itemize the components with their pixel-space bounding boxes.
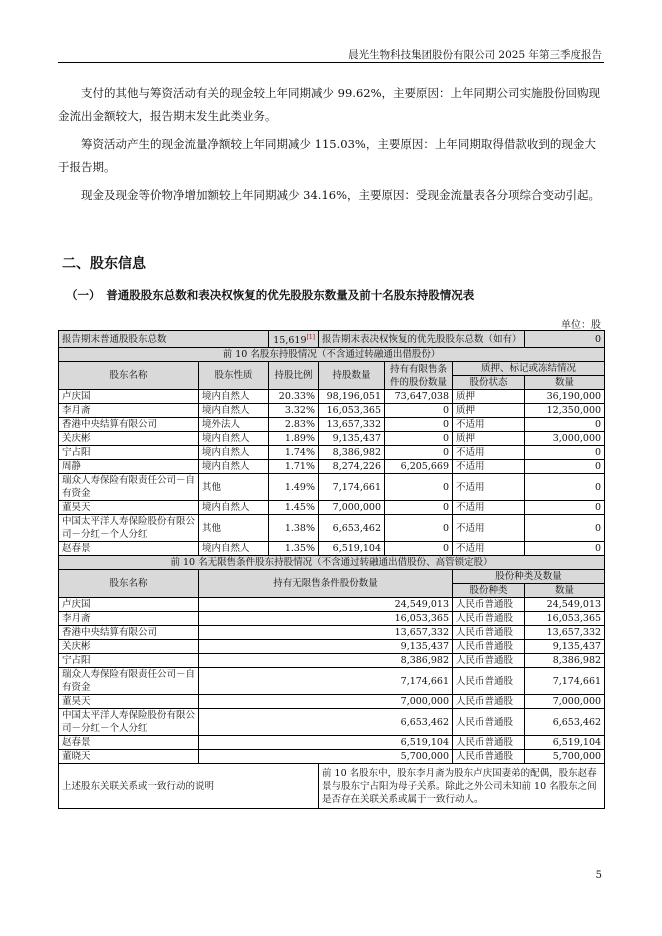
pledge-status: 不适用 (453, 418, 525, 432)
shareholder-nature: 境内自然人 (199, 404, 269, 418)
unit-label: 单位：股 (561, 320, 601, 331)
holding-shares: 13,657,332 (319, 418, 385, 432)
header-status: 股份状态 (453, 376, 525, 390)
share-qty: 6,519,104 (525, 736, 605, 750)
holding-shares: 8,274,226 (319, 460, 385, 474)
footnote-marker: [1] (306, 334, 316, 341)
unrestricted-shares: 13,657,332 (199, 626, 453, 640)
header-nature: 股东性质 (199, 362, 269, 390)
table-row (59, 626, 605, 640)
share-kind: 人民币普通股 (453, 736, 525, 750)
table-row (59, 432, 605, 446)
pledge-count: 3,000,000 (525, 432, 605, 446)
table-row (59, 446, 605, 460)
holding-ratio: 1.71% (269, 460, 319, 474)
pledge-status: 质押 (453, 390, 525, 404)
table-row (59, 390, 605, 404)
shareholder-name: 宁占阳 (59, 446, 199, 460)
top10-title: 前 10 名股东持股情况（不含通过转融通出借股份） (59, 348, 605, 362)
holding-shares: 8,386,982 (319, 446, 385, 460)
paragraph-cash-equivalents: 现金及现金等价物净增加额较上年同期减少 34.16%，主要原因：受现金流量表各分项综合变动引起。 (81, 188, 600, 202)
header-kind-qty: 股份种类及数量 (453, 570, 605, 584)
table-row (59, 418, 605, 432)
holding-ratio: 1.89% (269, 432, 319, 446)
share-kind: 人民币普通股 (453, 626, 525, 640)
unrestricted-title: 前 10 名无限售条件股东持股情况（不含通过转融通出借股份、高管锁定股） (59, 556, 605, 570)
pledge-status: 不适用 (453, 501, 525, 515)
unrestricted-shares: 24,549,013 (199, 598, 453, 612)
share-kind: 人民币普通股 (453, 709, 525, 736)
pledge-status: 不适用 (453, 515, 525, 542)
shareholder-nature: 境内自然人 (199, 446, 269, 460)
holding-ratio: 1.74% (269, 446, 319, 460)
summary-row (59, 331, 605, 348)
share-kind: 人民币普通股 (453, 612, 525, 626)
shareholder-name: 中国太平洋人寿保险股份有限公司－分红－个人分红 (59, 515, 199, 542)
shareholder-name: 李月斋 (59, 612, 199, 626)
restricted-shares: 0 (385, 446, 453, 460)
holding-ratio: 20.33% (269, 390, 319, 404)
table-row (59, 542, 605, 556)
unrestricted-shares: 5,700,000 (199, 750, 453, 764)
pledge-status: 不适用 (453, 542, 525, 556)
share-qty: 9,135,437 (525, 640, 605, 654)
shareholder-nature: 境内自然人 (199, 542, 269, 556)
pledge-count: 0 (525, 542, 605, 556)
unrestricted-shares: 6,653,462 (199, 709, 453, 736)
pledge-count: 0 (525, 501, 605, 515)
pledge-count: 0 (525, 418, 605, 432)
shareholder-name: 卢庆国 (59, 598, 199, 612)
holding-shares: 9,135,437 (319, 432, 385, 446)
holding-shares: 7,174,661 (319, 474, 385, 501)
table-row (59, 404, 605, 418)
holding-shares: 98,196,051 (319, 390, 385, 404)
unrestricted-header-row (59, 570, 605, 584)
pledge-count: 0 (525, 474, 605, 501)
shareholder-name: 董晓天 (59, 750, 199, 764)
share-kind: 人民币普通股 (453, 654, 525, 668)
header-count: 数量 (525, 376, 605, 390)
restricted-shares: 0 (385, 501, 453, 515)
unrestricted-shares: 6,519,104 (199, 736, 453, 750)
pledge-count: 12,350,000 (525, 404, 605, 418)
share-kind: 人民币普通股 (453, 668, 525, 695)
restricted-shares: 0 (385, 542, 453, 556)
table-row (59, 598, 605, 612)
shareholder-name: 董昊天 (59, 501, 199, 515)
shareholder-name: 赵春景 (59, 542, 199, 556)
header-shares: 持股数量 (319, 362, 385, 390)
pledge-count: 0 (525, 515, 605, 542)
restricted-shares: 0 (385, 404, 453, 418)
holding-ratio: 2.83% (269, 418, 319, 432)
header-name: 股东名称 (59, 570, 199, 598)
holding-shares: 6,519,104 (319, 542, 385, 556)
total-pref-label: 报告期末表决权恢复的优先股股东总数（如有） (319, 331, 525, 348)
unrestricted-shares: 7,174,661 (199, 668, 453, 695)
relation-label: 上述股东关联关系或一致行动的说明 (59, 764, 319, 809)
table-row (59, 640, 605, 654)
table-row (59, 736, 605, 750)
header-name: 股东名称 (59, 362, 199, 390)
share-qty: 8,386,982 (525, 654, 605, 668)
relation-text: 前 10 名股东中，股东李月斋为股东卢庆国妻弟的配偶，股东赵春景与股东宁占阳为母子关系。除此之外公司未知前 10 名股东之间是否存在关联关系或属于一致行动人。 (319, 764, 605, 809)
restricted-shares: 73,647,038 (385, 390, 453, 404)
shareholder-name: 香港中央结算有限公司 (59, 626, 199, 640)
shareholder-name: 瑞众人寿保险有限责任公司－自有资金 (59, 474, 199, 501)
shareholder-name: 中国太平洋人寿保险股份有限公司－分红－个人分红 (59, 709, 199, 736)
shareholder-table (58, 330, 605, 809)
pledge-status: 不适用 (453, 460, 525, 474)
subsection-title: （一） 普通股股东总数和表决权恢复的优先股股东数量及前十名股东持股情况表 (66, 288, 475, 302)
pledge-status: 不适用 (453, 474, 525, 501)
table-row (59, 668, 605, 695)
shareholder-name: 李月斋 (59, 404, 199, 418)
header-divider (58, 62, 604, 63)
pledge-count: 0 (525, 446, 605, 460)
pledge-status: 质押 (453, 404, 525, 418)
shareholder-name: 赵春景 (59, 736, 199, 750)
unrestricted-title-row (59, 556, 605, 570)
share-kind: 人民币普通股 (453, 750, 525, 764)
share-qty: 7,000,000 (525, 695, 605, 709)
share-qty: 16,053,365 (525, 612, 605, 626)
holding-ratio: 1.49% (269, 474, 319, 501)
shareholder-nature: 境外法人 (199, 418, 269, 432)
header-kind: 股份种类 (453, 584, 525, 598)
shareholder-name: 香港中央结算有限公司 (59, 418, 199, 432)
table-row (59, 515, 605, 542)
restricted-shares: 0 (385, 515, 453, 542)
share-kind: 人民币普通股 (453, 598, 525, 612)
share-kind: 人民币普通股 (453, 640, 525, 654)
holding-shares: 16,053,365 (319, 404, 385, 418)
header-qty: 数量 (525, 584, 605, 598)
header-pledge: 质押、标记或冻结情况 (453, 362, 605, 376)
paragraph-financing-net: 筹资活动产生的现金流量净额较上年同期减少 115.03%，主要原因：上年同期取得借款收到的现金大于报告期。 (58, 137, 596, 174)
total-common-value: 15,619 (273, 335, 307, 347)
total-pref-value: 0 (525, 331, 605, 348)
holding-ratio: 3.32% (269, 404, 319, 418)
shareholder-name: 宁占阳 (59, 654, 199, 668)
shareholder-nature: 境内自然人 (199, 390, 269, 404)
restricted-shares: 0 (385, 418, 453, 432)
shareholder-name: 瑞众人寿保险有限责任公司－自有资金 (59, 668, 199, 695)
share-qty: 6,653,462 (525, 709, 605, 736)
unrestricted-shares: 7,000,000 (199, 695, 453, 709)
shareholder-nature: 其他 (199, 474, 269, 501)
shareholder-nature: 境内自然人 (199, 460, 269, 474)
header-restricted: 持有有限售条件的股份数量 (385, 362, 453, 390)
shareholder-nature: 其他 (199, 515, 269, 542)
shareholder-nature: 境内自然人 (199, 501, 269, 515)
restricted-shares: 0 (385, 432, 453, 446)
share-qty: 7,174,661 (525, 668, 605, 695)
pledge-count: 0 (525, 460, 605, 474)
page-number: 5 (595, 870, 602, 881)
shareholder-name: 卢庆国 (59, 390, 199, 404)
restricted-shares: 6,205,669 (385, 460, 453, 474)
holding-ratio: 1.38% (269, 515, 319, 542)
pledge-status: 质押 (453, 432, 525, 446)
table-row (59, 654, 605, 668)
table-row (59, 460, 605, 474)
pledge-count: 36,190,000 (525, 390, 605, 404)
header-ratio: 持股比例 (269, 362, 319, 390)
holding-shares: 7,000,000 (319, 501, 385, 515)
unrestricted-shares: 9,135,437 (199, 640, 453, 654)
holding-shares: 6,653,462 (319, 515, 385, 542)
table-row (59, 709, 605, 736)
share-qty: 24,549,013 (525, 598, 605, 612)
table-row (59, 612, 605, 626)
share-qty: 5,700,000 (525, 750, 605, 764)
header-unrestricted-shares: 持有无限售条件股份数量 (199, 570, 453, 598)
restricted-shares: 0 (385, 474, 453, 501)
table-row (59, 474, 605, 501)
share-kind: 人民币普通股 (453, 695, 525, 709)
relation-row (59, 764, 605, 809)
shareholder-name: 周静 (59, 460, 199, 474)
table-row (59, 750, 605, 764)
table-row (59, 501, 605, 515)
shareholder-name: 关庆彬 (59, 432, 199, 446)
total-common-cell (269, 331, 319, 348)
unrestricted-shares: 16,053,365 (199, 612, 453, 626)
table-row (59, 695, 605, 709)
shareholder-name: 董昊天 (59, 695, 199, 709)
holding-ratio: 1.35% (269, 542, 319, 556)
shareholder-name: 关庆彬 (59, 640, 199, 654)
page-header: 晨光生物科技集团股份有限公司 2025 年第三季度报告 (348, 49, 602, 61)
paragraph-financing-other: 支付的其他与筹资活动有关的现金较上年同期减少 99.62%，主要原因：上年同期公司实施股份回购现金流出金额较大，报告期末发生此类业务。 (58, 86, 600, 123)
pledge-status: 不适用 (453, 446, 525, 460)
total-common-label: 报告期末普通股股东总数 (59, 331, 269, 348)
share-qty: 13,657,332 (525, 626, 605, 640)
holding-ratio: 1.45% (269, 501, 319, 515)
unrestricted-shares: 8,386,982 (199, 654, 453, 668)
shareholder-nature: 境内自然人 (199, 432, 269, 446)
section-title: 二、股东信息 (62, 256, 146, 272)
